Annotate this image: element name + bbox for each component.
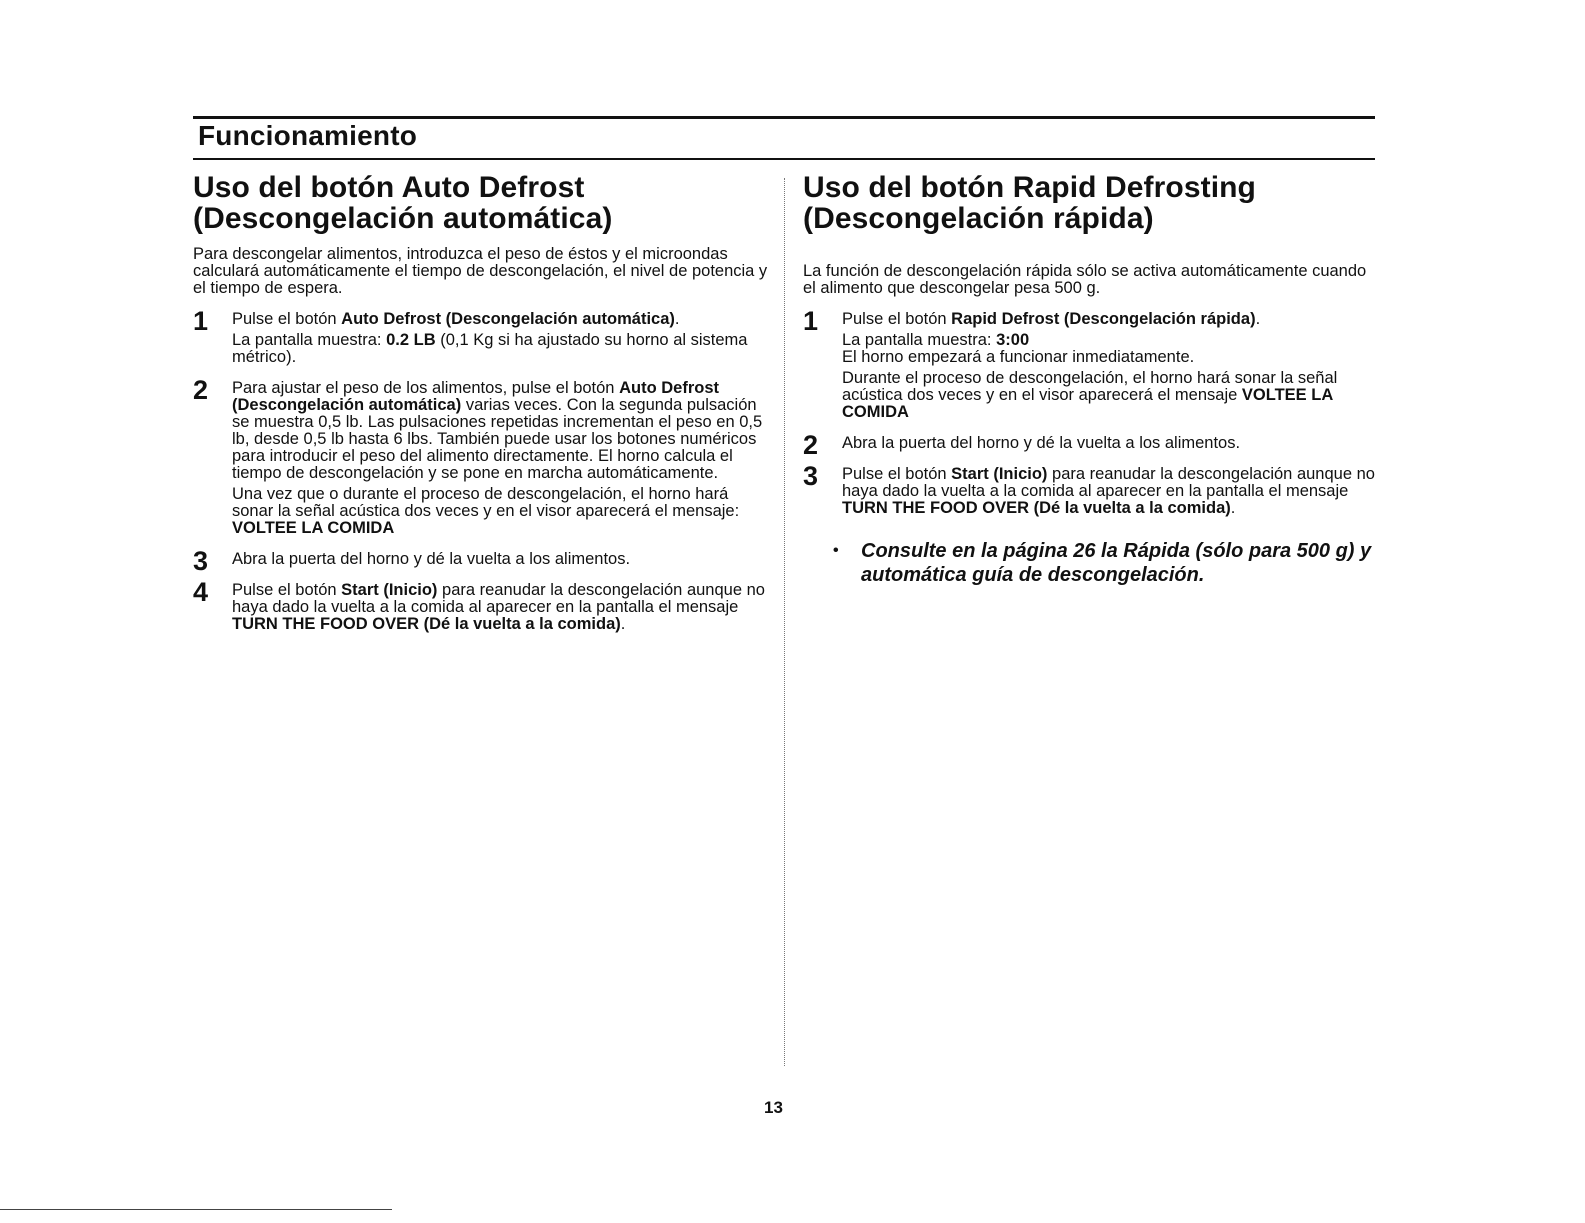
heading-line-2: (Descongelación rápida) xyxy=(803,202,1154,235)
step-item xyxy=(193,577,768,633)
text-run: . xyxy=(620,615,626,633)
defrost-guide-note xyxy=(803,539,1375,587)
auto-defrost-intro: Para descongelar alimentos, introduzca el peso de éstos y el microondas calculará automáticamente el tiempo de descongelación, el nivel de potencia y el tiempo de espera. xyxy=(193,245,768,297)
display-message: VOLTEE LA COMIDA xyxy=(232,519,395,537)
step-text: Abra la puerta del horno y dé la vuelta a los alimentos. xyxy=(232,550,631,568)
rapid-defrost-intro: La función de descongelación rápida sólo se activa automáticamente cuando el alimento que descongelar pesa 500 g. xyxy=(803,262,1367,297)
header-top-rule xyxy=(193,116,1375,119)
section-title: Funcionamiento xyxy=(198,120,418,151)
step-number: 1 xyxy=(803,306,819,336)
display-message: VOLTEE LA COMIDA xyxy=(842,386,1333,421)
rapid-defrost-column xyxy=(803,172,1375,587)
heading-line-1: Uso del botón Rapid Defrosting xyxy=(803,171,1256,204)
text-run: para reanudar la descongelación aunque no haya dado la vuelta a la comida al aparecer en la pantalla el mensaje xyxy=(842,465,1375,500)
button-name: Auto Defrost (Descongelación automática) xyxy=(341,310,675,328)
step-number: 1 xyxy=(193,306,209,336)
step-text xyxy=(842,370,1375,421)
header-bottom-rule xyxy=(193,158,1375,160)
text-run: Para ajustar el peso de los alimentos, pulse el botón xyxy=(232,379,620,397)
step-text xyxy=(232,582,768,633)
step-number: 2 xyxy=(803,430,819,460)
text-run: Una vez que o durante el proceso de descongelación, el horno hará sonar la señal acústica dos veces y en el visor aparecerá el mensaje: xyxy=(232,485,740,520)
button-name: Start (Inicio) xyxy=(951,465,1048,483)
step-text xyxy=(842,332,1375,349)
display-value: 3:00 xyxy=(996,331,1030,349)
display-value: 0.2 LB xyxy=(386,331,436,349)
auto-defrost-steps xyxy=(193,306,768,633)
step-text xyxy=(232,486,768,537)
step-item xyxy=(803,430,1375,460)
rapid-defrost-heading xyxy=(803,172,1375,234)
bullet-icon: • xyxy=(833,542,839,559)
step-text xyxy=(232,332,768,366)
button-name: Auto Defrost (Descongelación automática) xyxy=(232,379,719,414)
text-run: Durante el proceso de descongelación, el horno hará sonar la señal acústica dos veces y en el visor aparecerá el mensaje xyxy=(842,369,1338,404)
footer-rule xyxy=(0,1209,392,1210)
text-run: (0,1 Kg si ha ajustado su horno al sistema métrico). xyxy=(232,331,748,366)
auto-defrost-heading xyxy=(193,172,768,234)
text-run: Pulse el botón xyxy=(842,465,952,483)
display-message: TURN THE FOOD OVER (Dé la vuelta a la comida) xyxy=(842,499,1231,517)
step-text xyxy=(232,380,768,482)
column-divider xyxy=(784,178,785,1066)
step-item xyxy=(193,306,768,366)
step-item xyxy=(193,375,768,537)
heading-line-1: Uso del botón Auto Defrost xyxy=(193,171,585,204)
text-run: Pulse el botón xyxy=(842,310,952,328)
display-message: TURN THE FOOD OVER (Dé la vuelta a la comida) xyxy=(232,615,621,633)
step-text xyxy=(842,466,1375,517)
step-number: 4 xyxy=(193,577,209,607)
text-run: . xyxy=(1255,310,1261,328)
step-number: 3 xyxy=(803,461,819,491)
step-number: 2 xyxy=(193,375,209,405)
text-run: La pantalla muestra: xyxy=(232,331,387,349)
step-item xyxy=(803,461,1375,517)
text-run: Pulse el botón xyxy=(232,310,342,328)
step-text xyxy=(842,311,1375,328)
text-run: . xyxy=(1230,499,1236,517)
button-name: Start (Inicio) xyxy=(341,581,438,599)
rapid-defrost-steps xyxy=(803,306,1375,517)
text-run: . xyxy=(674,310,680,328)
heading-line-2: (Descongelación automática) xyxy=(193,202,613,235)
step-text: El horno empezará a funcionar inmediatamente. xyxy=(842,348,1195,366)
note-text: Consulte en la página 26 la Rápida (sólo para 500 g) y automática guía de descongelación. xyxy=(861,540,1372,586)
step-text xyxy=(232,311,768,328)
auto-defrost-column xyxy=(193,172,768,647)
step-item xyxy=(193,546,768,576)
text-run: Pulse el botón xyxy=(232,581,342,599)
step-text: Abra la puerta del horno y dé la vuelta a los alimentos. xyxy=(842,434,1241,452)
step-item xyxy=(803,306,1375,421)
text-run: para reanudar la descongelación aunque no haya dado la vuelta a la comida al aparecer en la pantalla el mensaje xyxy=(232,581,765,616)
button-name: Rapid Defrost (Descongelación rápida) xyxy=(951,310,1256,328)
step-number: 3 xyxy=(193,546,209,576)
text-run: varias veces. Con la segunda pulsación se muestra 0,5 lb. Las pulsaciones repetidas incrementan el peso en 0,5 lb, desde 0,5 lb hasta 6 lbs. También puede usar los botones numéricos para introducir el peso del alimento directamente. El horno calcula el tiempo de descongelación y se pone en marcha automáticamente. xyxy=(232,396,763,482)
text-run: La pantalla muestra: xyxy=(842,331,997,349)
page-number: 13 xyxy=(764,1098,783,1117)
